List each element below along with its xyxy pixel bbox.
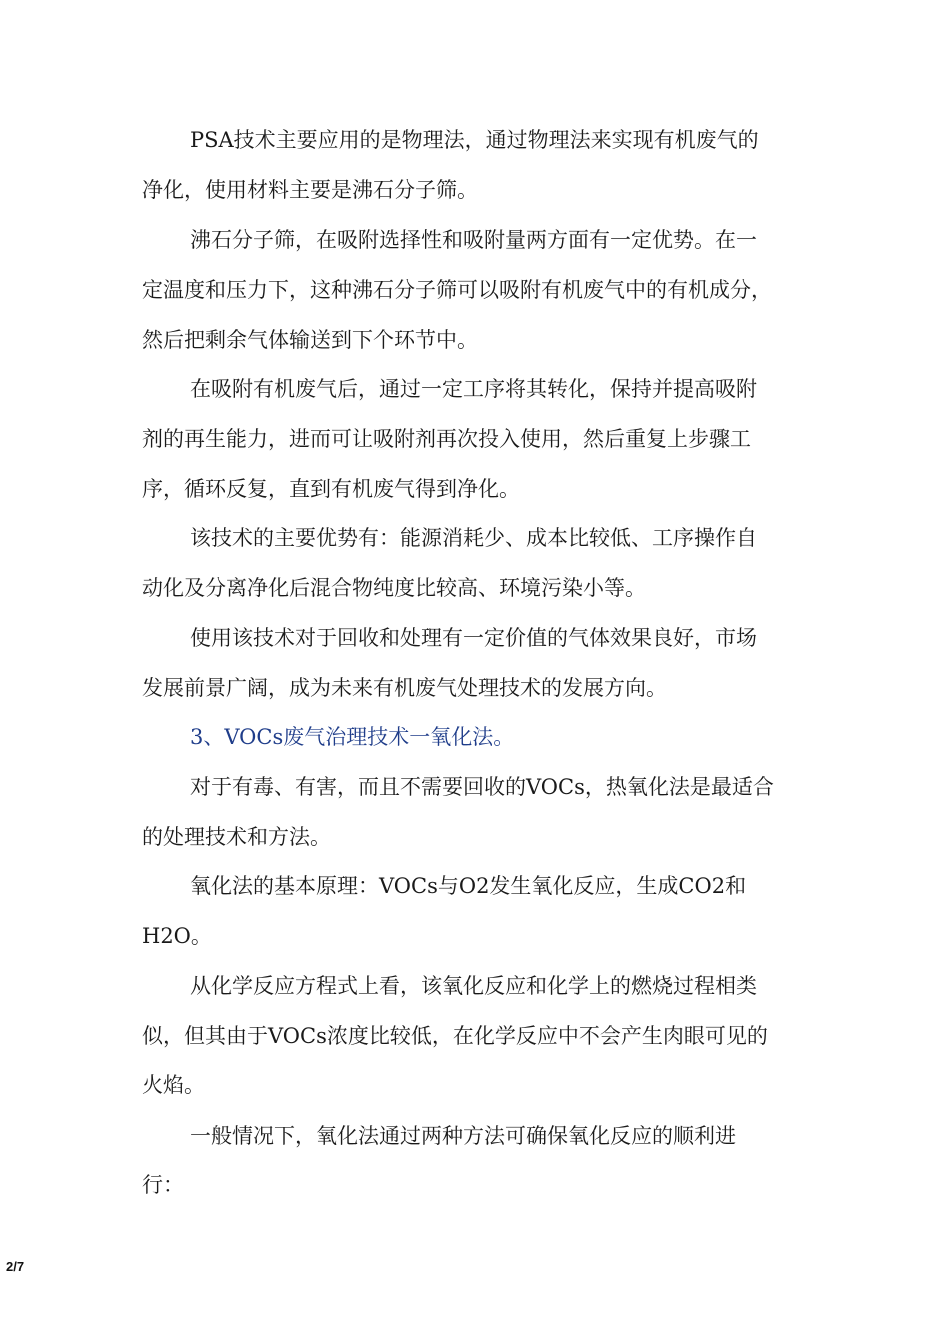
- paragraph-7-line-1: 对于有毒、有害，而且不需要回收的VOCs，热氧化法是最适合: [190, 775, 774, 799]
- paragraph-3-line-1: 在吸附有机废气后，通过一定工序将其转化，保持并提高吸附: [190, 377, 757, 401]
- paragraph-2-line-1: 沸石分子筛，在吸附选择性和吸附量两方面有一定优势。在一: [190, 228, 757, 252]
- paragraph-5-line-1: 使用该技术对于回收和处理有一定价值的气体效果良好，市场: [190, 626, 757, 650]
- paragraph-3-line-3: 序，循环反复，直到有机废气得到净化。: [142, 477, 520, 501]
- paragraph-1-line-2: 净化，使用材料主要是沸石分子筛。: [142, 178, 478, 202]
- paragraph-5-line-2: 发展前景广阔，成为未来有机废气处理技术的发展方向。: [142, 676, 667, 700]
- paragraph-8-line-2: H2O。: [142, 924, 212, 948]
- paragraph-2-line-2: 定温度和压力下，这种沸石分子筛可以吸附有机废气中的有机成分，: [142, 278, 772, 302]
- section-heading: 3、VOCs废气治理技术一氧化法。: [190, 725, 515, 749]
- paragraph-9-line-1: 从化学反应方程式上看，该氧化反应和化学上的燃烧过程相类: [190, 974, 757, 998]
- paragraph-3-line-2: 剂的再生能力，进而可让吸附剂再次投入使用，然后重复上步骤工: [142, 427, 751, 451]
- page-number: 2/7: [6, 1259, 25, 1274]
- paragraph-4-line-1: 该技术的主要优势有：能源消耗少、成本比较低、工序操作自: [190, 526, 757, 550]
- paragraph-4-line-2: 动化及分离净化后混合物纯度比较高、环境污染小等。: [142, 576, 646, 600]
- paragraph-9-line-3: 火焰。: [142, 1073, 205, 1097]
- paragraph-2-line-3: 然后把剩余气体输送到下个环节中。: [142, 328, 478, 352]
- paragraph-10-line-2: 行：: [142, 1173, 184, 1197]
- paragraph-1-line-1: PSA技术主要应用的是物理法，通过物理法来实现有机废气的: [190, 128, 759, 152]
- paragraph-8-line-1: 氧化法的基本原理：VOCs与O2发生氧化反应，生成CO2和: [190, 874, 747, 898]
- paragraph-7-line-2: 的处理技术和方法。: [142, 825, 331, 849]
- paragraph-10-line-1: 一般情况下，氧化法通过两种方法可确保氧化反应的顺利进: [190, 1124, 736, 1148]
- paragraph-9-line-2: 似，但其由于VOCs浓度比较低，在化学反应中不会产生肉眼可见的: [142, 1024, 768, 1048]
